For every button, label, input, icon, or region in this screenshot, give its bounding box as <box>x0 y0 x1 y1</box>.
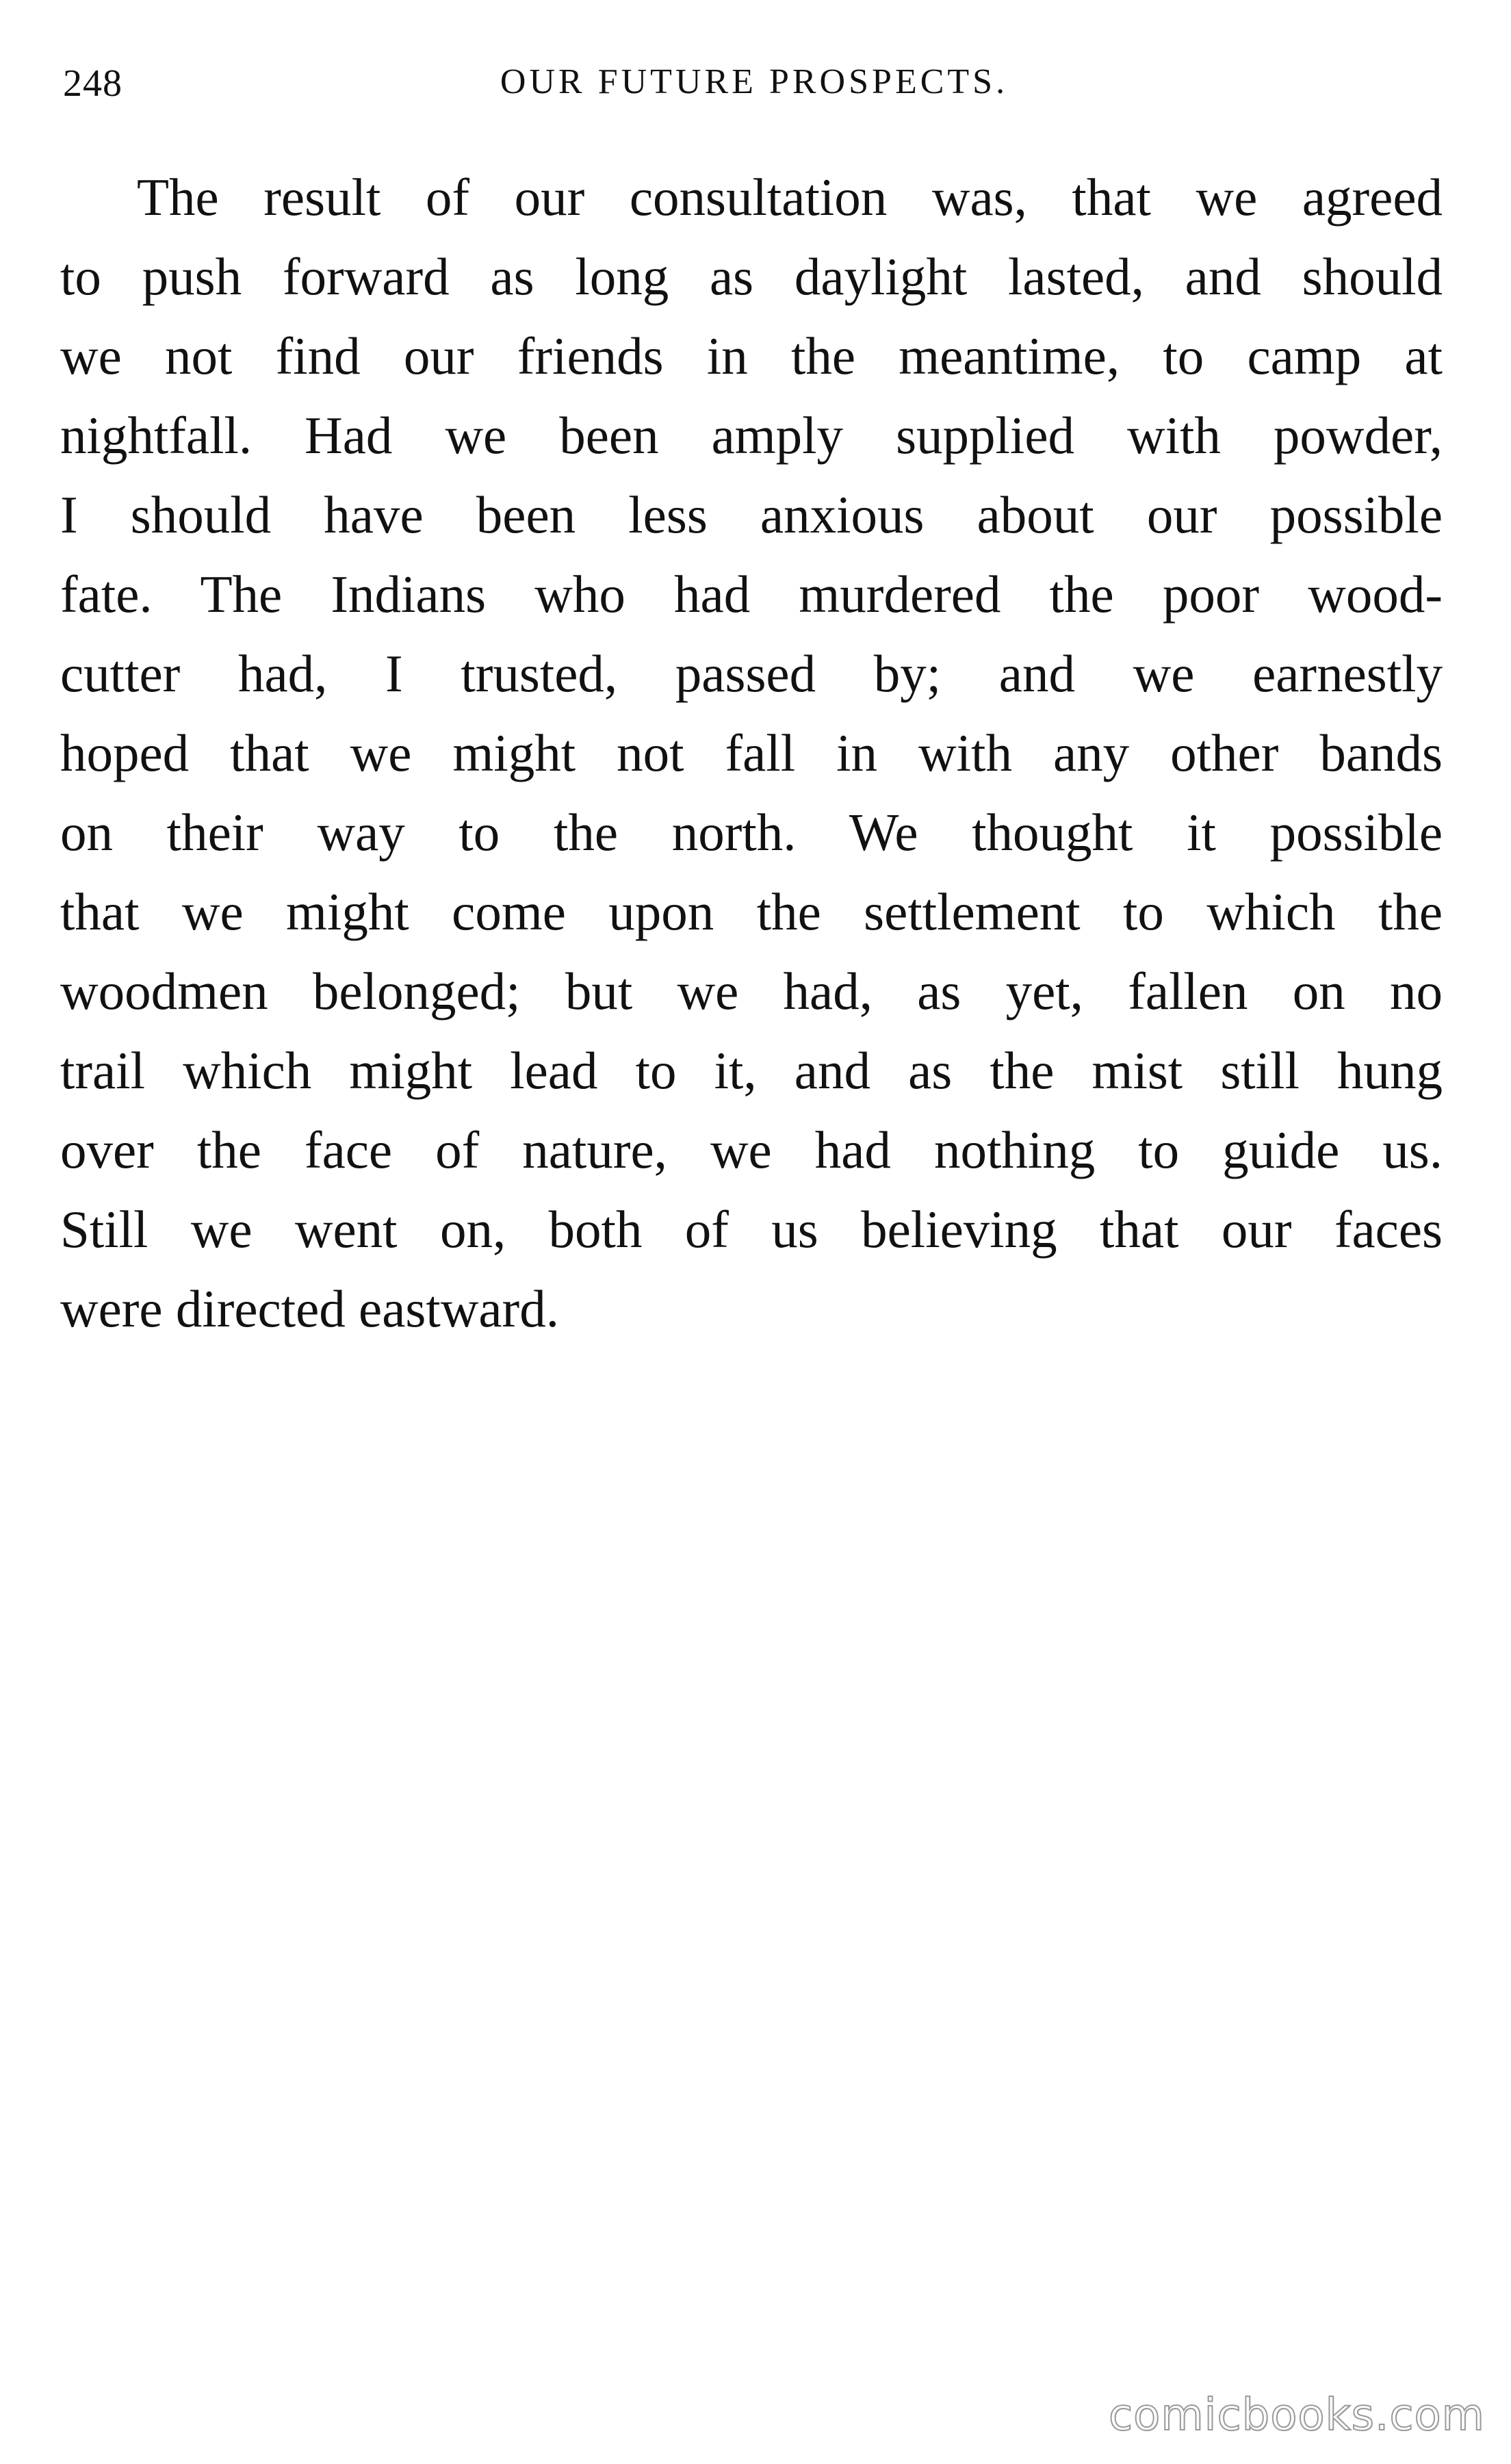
page-number: 248 <box>63 62 122 105</box>
text-line: that we might come upon the settlement to which the <box>60 882 1443 941</box>
running-head: OUR FUTURE PROSPECTS. <box>500 62 1009 101</box>
text-line: cutter had, I trusted, passed by; and we earnestly <box>60 644 1443 703</box>
text-line: nightfall. Had we been amply supplied with powder, <box>60 406 1443 465</box>
text-line: we not find our friends in the meantime, to camp at <box>60 326 1443 385</box>
text-line: woodmen belonged; but we had, as yet, fallen on no <box>60 962 1443 1021</box>
text-line: Still we went on, both of us believing that our faces <box>60 1200 1443 1259</box>
body-paragraph <box>60 157 1443 1348</box>
text-line: The result of our consultation was, that we agreed <box>137 168 1443 227</box>
page-header <box>63 62 1445 116</box>
text-line: were directed eastward. <box>60 1279 559 1338</box>
text-line: trail which might lead to it, and as the mist still hung <box>60 1041 1443 1100</box>
text-line: I should have been less anxious about our possible <box>60 485 1443 544</box>
text-line: to push forward as long as daylight lasted, and should <box>60 247 1443 306</box>
text-line: on their way to the north. We thought it possible <box>60 803 1443 862</box>
text-line: over the face of nature, we had nothing to guide us. <box>60 1120 1443 1179</box>
watermark: comicbooks.com <box>1108 2390 1485 2441</box>
text-line: fate. The Indians who had murdered the poor wood- <box>60 565 1443 624</box>
text-line: hoped that we might not fall in with any other bands <box>60 723 1443 782</box>
